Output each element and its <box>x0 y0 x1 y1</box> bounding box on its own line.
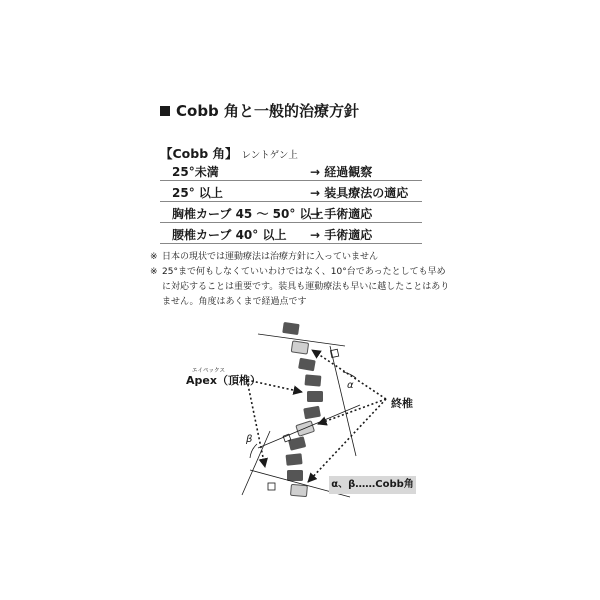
note-text: 日本の現状では運動療法は治療方針に入っていません <box>162 252 379 262</box>
criteria-condition: 25° 以上 <box>172 186 223 200</box>
vertebra <box>286 453 303 466</box>
vertebra <box>282 322 299 335</box>
section-heading: 【Cobb 角】 <box>160 146 238 161</box>
criteria-result: → 装具療法の適応 <box>310 186 409 200</box>
criteria-result: → 手術適応 <box>310 207 373 221</box>
alpha-label: α <box>347 380 354 391</box>
title-text: Cobb 角と一般的治療方針 <box>176 102 360 120</box>
criteria-result: → 経過観察 <box>310 165 373 179</box>
criteria-condition: 腰椎カーブ 40° 以上 <box>172 228 287 242</box>
note-mark: ※ <box>150 252 158 262</box>
cobb-legend: α、β……Cobb角 <box>329 476 416 494</box>
spine <box>282 322 323 497</box>
apex-ruby: エイペックス <box>192 368 225 374</box>
vertebra <box>305 374 322 386</box>
apex-label: Apex（頂椎） <box>186 374 261 387</box>
vertebra <box>307 391 323 402</box>
section-note: レントゲン上 <box>241 150 298 161</box>
vertebra <box>298 358 316 372</box>
criteria-result: → 手術適応 <box>310 228 373 242</box>
vertebra <box>287 470 303 481</box>
terminal-vertebra <box>291 341 308 354</box>
note-text: 25°まで何もしなくていいわけではなく、10°台であったとしても早めに対応することは重要です。装具も運動療法も早いに越したことはありません。角度はあくまで経過点です <box>162 267 450 307</box>
criteria-condition: 胸椎カーブ 45 〜 50° 以上 <box>172 207 324 221</box>
terminal-vertebra-label: 終椎 <box>391 397 413 410</box>
vertebra <box>303 406 321 420</box>
note-mark: ※ <box>150 267 158 277</box>
beta-label: β <box>246 434 253 445</box>
criteria-condition: 25°未満 <box>172 165 219 179</box>
terminal-vertebra <box>291 484 308 496</box>
